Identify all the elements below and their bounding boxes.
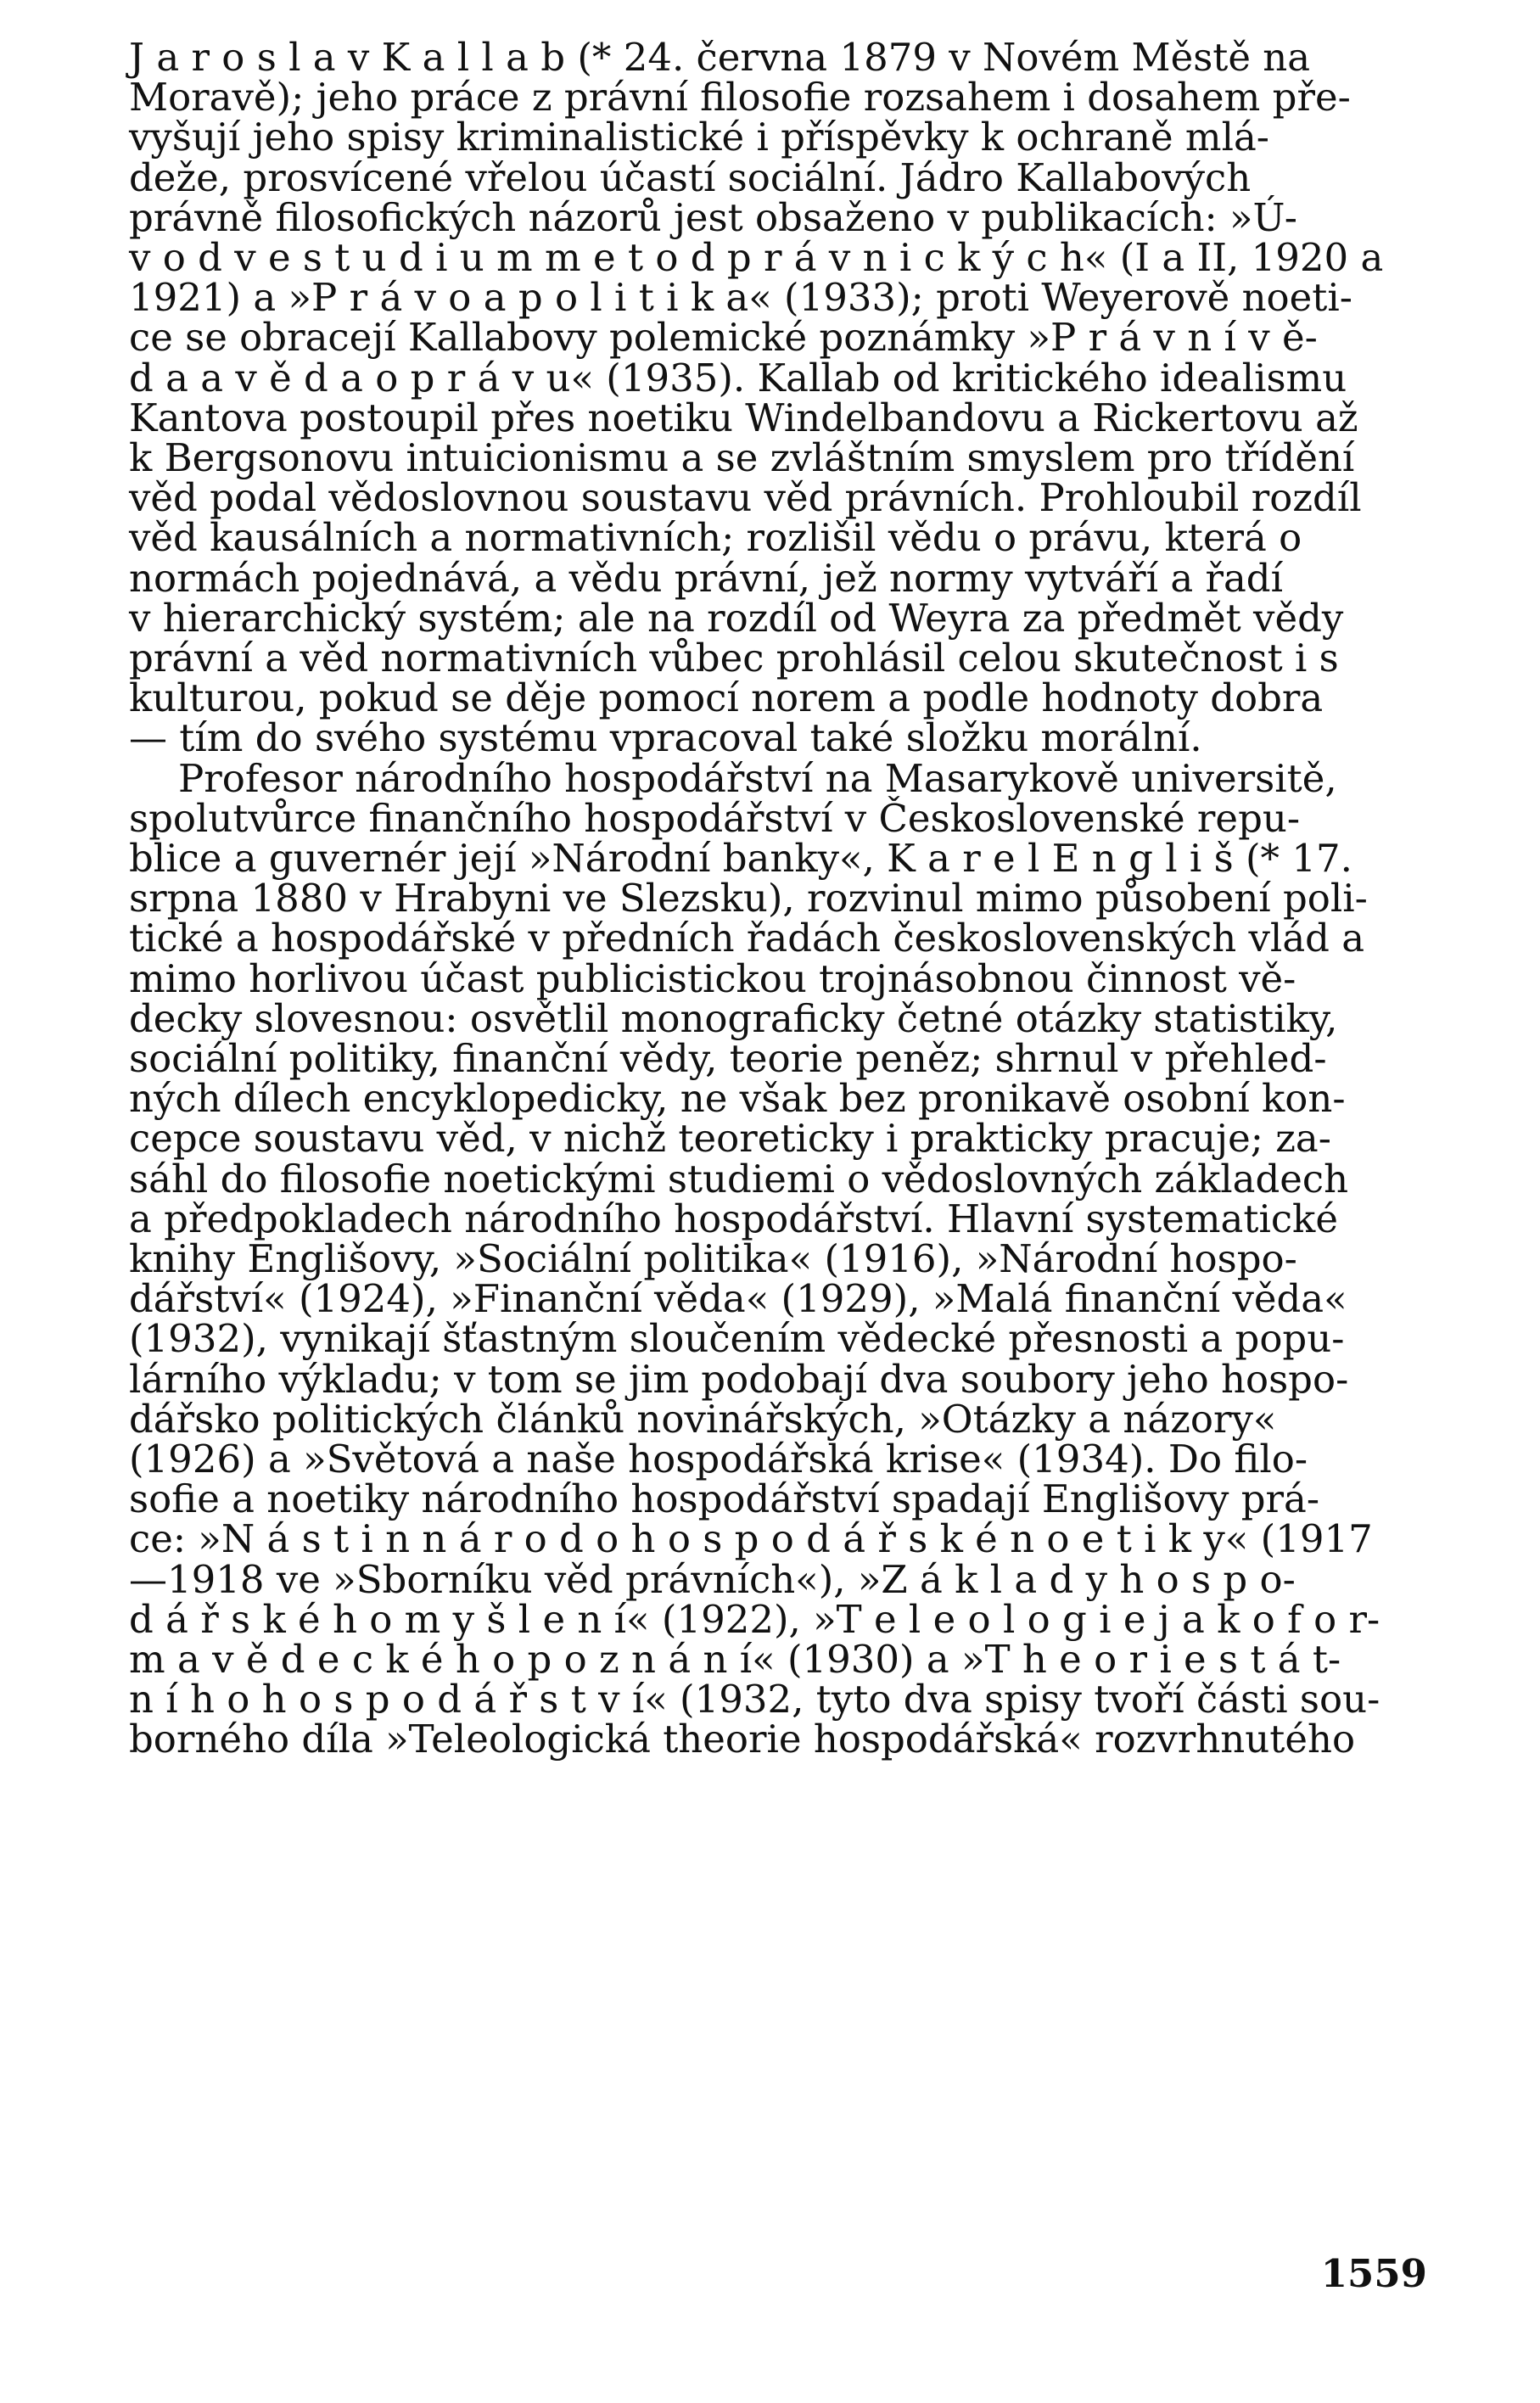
text-line: dářsko politických článků novinářských, »Otázky a názory« xyxy=(129,1396,1277,1442)
text-line: tické a hospodářské v předních řadách československých vlád a xyxy=(129,916,1365,961)
text-line: a předpokladech národního hospodářství. Hlavní systematické xyxy=(129,1196,1338,1241)
text-line: mimo horlivou účast publicistickou trojnásobnou činnost vě- xyxy=(129,955,1296,1001)
text-line: Moravě); jeho práce z právní filosofie rozsahem i dosahem pře- xyxy=(129,75,1351,120)
text-line: (1932), vynikají šťastným sloučením vědecké přesnosti a popu- xyxy=(129,1316,1345,1362)
text-line: dářství« (1924), »Finanční věda« (1929), »Malá finanční věda« xyxy=(129,1276,1347,1322)
text-line: — tím do svého systému vpracoval také složku morální. xyxy=(129,715,1202,761)
text-line: blice a guvernér její »Národní banky«, K a r e l E n g l i š (* 17. xyxy=(129,836,1352,881)
text-line: v hierarchický systém; ale na rozdíl od Weyra za předmět vědy xyxy=(129,595,1344,641)
text-line: právní a věd normativních vůbec prohlásil celou skutečnost i s xyxy=(129,636,1339,681)
text-line: vyšují jeho spisy kriminalistické i příspěvky k ochraně mlá- xyxy=(129,115,1270,160)
text-line: srpna 1880 v Hrabyni ve Slezsku), rozvinul mimo působení poli- xyxy=(129,876,1368,921)
text-line: kulturou, pokud se děje pomocí norem a podle hodnoty dobra xyxy=(129,675,1324,721)
text-line: k Bergsonovu intuicionismu a se zvláštním smyslem pro třídění xyxy=(129,435,1355,480)
text-line: borného díla »Teleologická theorie hospodářská« rozvrhnutého xyxy=(129,1717,1356,1762)
text-line: spolutvůrce finančního hospodářství v Československé repu- xyxy=(129,795,1301,841)
text-line: —1918 ve »Sborníku věd právních«), »Z á k l a d y h o s p o- xyxy=(129,1556,1296,1602)
text-line: normách pojednává, a vědu právní, jež normy vytváří a řadí xyxy=(129,555,1283,601)
text-line: ce: »N á s t i n n á r o d o h o s p o d á ř s k é n o e t i k y« (1917 xyxy=(129,1516,1373,1562)
text-line: cepce soustavu věd, v nichž teoreticky i prakticky pracuje; za- xyxy=(129,1116,1331,1162)
text-line: J a r o s l a v K a l l a b (* 24. června 1879 v Novém Městě na xyxy=(129,35,1311,80)
text-line: ce se obracejí Kallabovy polemické poznámky »P r á v n í v ě- xyxy=(129,315,1318,361)
text-line: právně filosofických názorů jest obsaženo v publikacích: »Ú- xyxy=(129,194,1297,240)
text-line: deže, prosvícené vřelou účastí sociální. Jádro Kallabových xyxy=(129,154,1252,200)
text-line: 1921) a »P r á v o a p o l i t i k a« (1933); proti Weyerově noeti- xyxy=(129,275,1352,321)
text-line: věd podal vědoslovnou soustavu věd právních. Prohloubil rozdíl xyxy=(129,475,1362,521)
text-line: (1926) a »Světová a naše hospodářská krise« (1934). Do filo- xyxy=(129,1437,1308,1482)
text-line: sociální politiky, finanční vědy, teorie peněz; shrnul v přehled- xyxy=(129,1036,1327,1081)
text-line: d a a v ě d a o p r á v u« (1935). Kallab od kritického idealismu xyxy=(129,355,1347,400)
text-line: knihy Englišovy, »Sociální politika« (1916), »Národní hospo- xyxy=(129,1236,1297,1281)
page-number: 1559 xyxy=(1320,2251,1427,2296)
text-line: v o d v e s t u d i u m m e t o d p r á v n i c k ý c h« (I a II, 1920 a xyxy=(129,235,1384,280)
text-line: d á ř s k é h o m y š l e n í« (1922), »T e l e o l o g i e j a k o f o r- xyxy=(129,1596,1380,1642)
text-line: n í h o h o s p o d á ř s t v í« (1932, tyto dva spisy tvoří části sou- xyxy=(129,1677,1380,1722)
text-line: ných dílech encyklopedicky, ne však bez pronikavě osobní kon- xyxy=(129,1076,1346,1122)
text-line: sofie a noetiky národního hospodářství spadají Englišovy prá- xyxy=(129,1476,1320,1522)
text-line: lárního výkladu; v tom se jim podobají dva soubory jeho hospo- xyxy=(129,1356,1349,1402)
text-line: věd kausálních a normativních; rozlišil vědu o právu, která o xyxy=(129,515,1302,561)
text-line: Kantova postoupil přes noetiku Windelbandovu a Rickertovu až xyxy=(129,395,1358,440)
text-line: Profesor národního hospodářství na Masarykově universitě, xyxy=(178,755,1337,801)
text-line: m a v ě d e c k é h o p o z n á n í« (1930) a »T h e o r i e s t á t- xyxy=(129,1637,1341,1682)
text-line: sáhl do filosofie noetickými studiemi o vědoslovných základech xyxy=(129,1156,1349,1202)
text-line: decky slovesnou: osvětlil monograficky četné otázky statistiky, xyxy=(129,995,1338,1041)
